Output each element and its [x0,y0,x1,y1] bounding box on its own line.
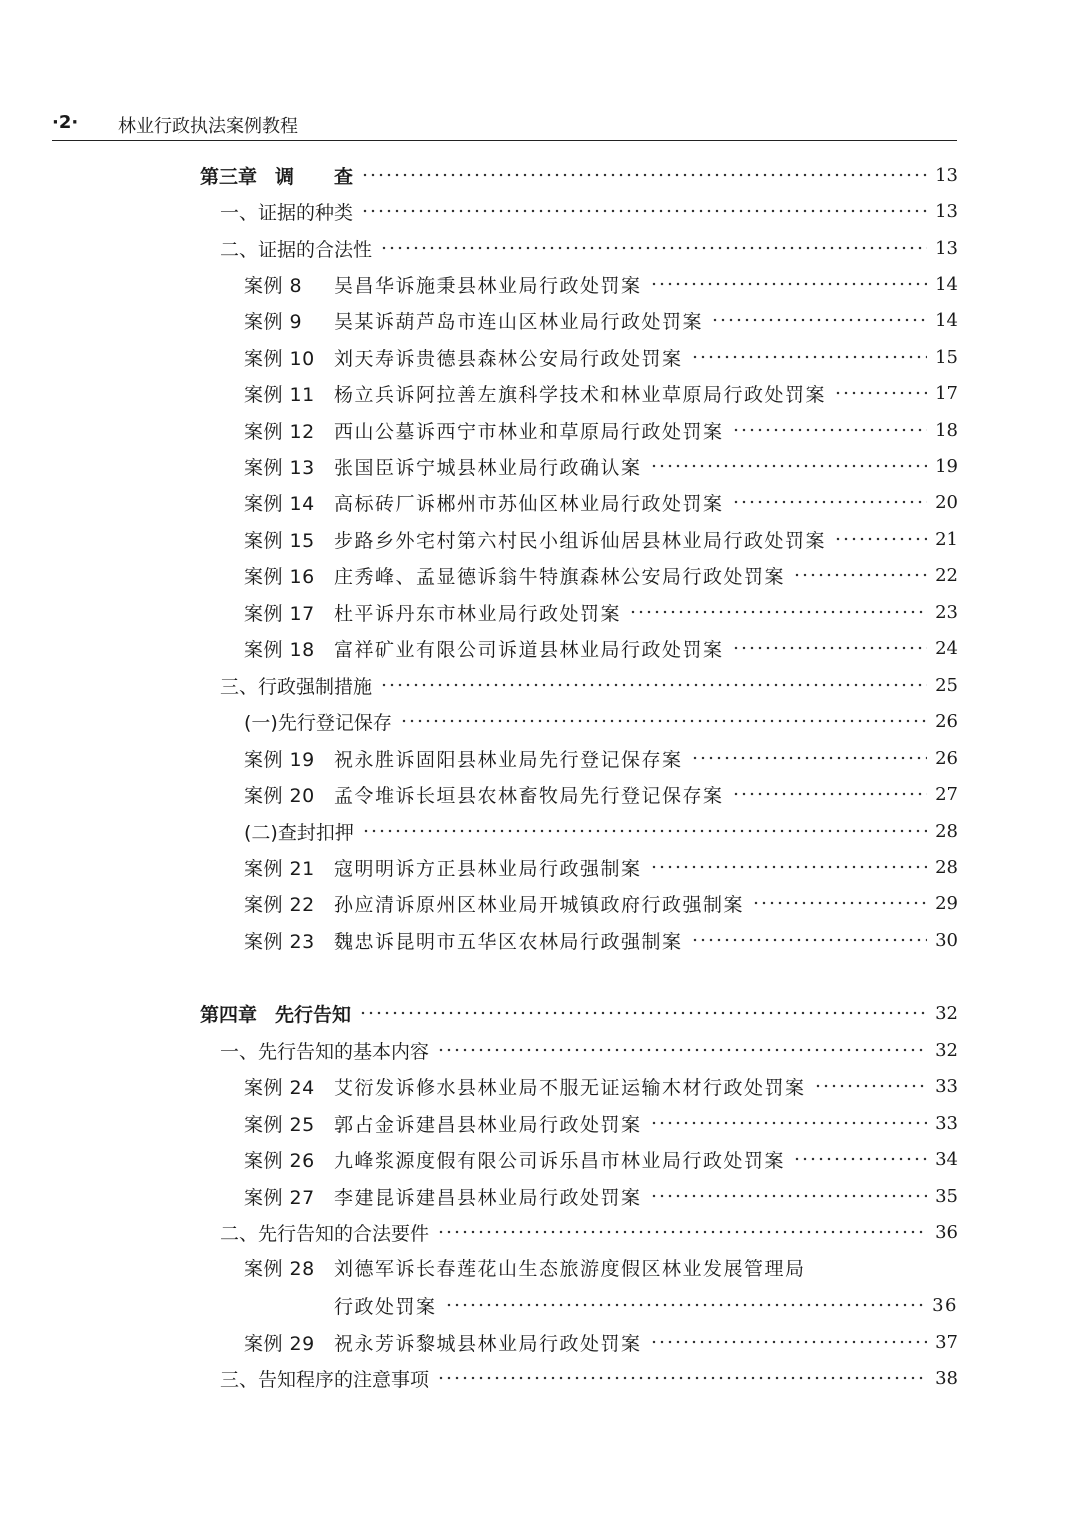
case-title: 郭占金诉建昌县林业局行政处罚案 [334,1113,642,1136]
case-title: 吴昌华诉施秉县林业局行政处罚案 [334,274,642,297]
toc-subsection[interactable] [244,703,958,739]
case-number: 案例 26 [244,1149,315,1172]
section-title: 三、告知程序的注意事项 [220,1368,430,1391]
page-number: 19 [935,455,958,477]
dot-leader [650,1121,928,1125]
page-number: 30 [935,929,958,951]
case-number: 案例 28 [244,1258,315,1280]
subsection-title: (二)查封扣押 [244,821,354,844]
case-title: 杨立兵诉阿拉善左旗科学技术和林业草原局行政处罚案 [334,383,827,406]
case-title: 九峰浆源度假有限公司诉乐昌市林业局行政处罚案 [334,1149,786,1172]
case-number: 案例 21 [244,857,315,880]
page-number: 15 [935,346,958,368]
dot-leader [691,938,928,942]
dot-leader [445,1303,925,1307]
page-number: 26 [935,710,958,732]
toc-case[interactable] [244,849,958,885]
case-title: 杜平诉丹东市林业局行政处罚案 [334,602,622,625]
toc-case[interactable] [244,557,958,593]
case-number: 案例 14 [244,492,315,515]
running-header [52,112,957,141]
dot-leader [793,1157,927,1161]
case-title: 西山公墓诉西宁市林业和草原局行政处罚案 [334,420,724,443]
case-title: 步路乡外宅村第六村民小组诉仙居县林业局行政处罚案 [334,529,827,552]
chapter-title: 先行告知 [275,1003,352,1026]
case-title: 吴某诉葫芦岛市连山区林业局行政处罚案 [334,310,704,333]
dot-leader [380,246,927,250]
page-number: 23 [935,601,958,623]
case-number: 案例 17 [244,602,315,625]
dot-leader [650,282,928,286]
page-number: 20 [935,491,958,513]
page-number: 29 [935,892,958,914]
dot-leader [361,209,927,213]
page-number: 13 [935,200,958,222]
case-title: 刘德军诉长春莲花山生态旅游度假区林业发展管理局 [334,1258,806,1280]
case-number: 案例 18 [244,638,315,661]
toc-case[interactable] [244,266,958,302]
page-number: 21 [935,528,958,550]
chapter-label: 第三章 [200,165,258,188]
dot-leader [752,901,927,905]
case-number: 案例 27 [244,1186,315,1209]
case-title: 高标砖厂诉郴州市苏仙区林业局行政处罚案 [334,492,724,515]
case-title: 张国臣诉宁城县林业局行政确认案 [334,456,642,479]
dot-leader [650,1194,928,1198]
section-title: 三、行政强制措施 [220,675,373,698]
dot-leader [380,683,927,687]
section-title: 一、证据的种类 [220,201,354,224]
page-number: 14 [935,309,958,331]
page-number: 32 [935,1039,958,1061]
toc-case[interactable] [244,484,958,520]
dot-leader [711,318,927,322]
case-title: 刘天寿诉贵德县森林公安局行政处罚案 [334,347,683,370]
toc-section[interactable] [220,1032,958,1068]
case-title: 魏忠诉昆明市五华区农林局行政强制案 [334,930,683,953]
dot-leader [691,756,928,760]
page-number: 26 [935,747,958,769]
chapter-label: 第四章 [200,1003,258,1026]
dot-leader [732,792,928,796]
case-number: 案例 13 [244,456,315,479]
dot-leader [793,573,927,577]
toc-case[interactable] [244,375,958,411]
case-title-continuation: 行政处罚案 [334,1295,437,1318]
toc-case[interactable] [244,1178,958,1214]
toc-case[interactable] [244,1105,958,1141]
page-number: 35 [935,1185,958,1207]
toc-section[interactable] [220,193,958,229]
dot-leader [732,428,928,432]
page-number: 13 [935,164,958,186]
page-number: 32 [935,1002,958,1024]
case-title: 寇明明诉方正县林业局行政强制案 [334,857,642,880]
dot-leader [834,537,927,541]
toc-case[interactable] [244,1324,958,1360]
chapter-title-char: 调 [275,165,295,188]
page-number: 33 [935,1112,958,1134]
page-number: 14 [935,273,958,295]
case-number: 案例 20 [244,784,315,807]
case-title: 孙应清诉原州区林业局开城镇政府行政强制案 [334,893,745,916]
page-number: 33 [935,1075,958,1097]
page-number: 34 [935,1148,958,1170]
header-book-title: 林业行政执法案例教程 [118,116,298,137]
case-number: 案例 16 [244,565,315,588]
toc-case-continuation[interactable] [334,1287,958,1323]
toc-case[interactable] [244,740,958,776]
case-number: 案例 22 [244,893,315,916]
page-number: 37 [935,1331,958,1353]
page-number: 36 [935,1221,958,1243]
page-number: 18 [935,419,958,441]
case-number: 案例 10 [244,347,315,370]
toc-case[interactable] [244,302,958,338]
dot-leader [691,355,928,359]
toc-case[interactable] [244,412,958,448]
toc-case[interactable] [244,1141,958,1177]
toc-case[interactable] [244,776,958,812]
page-number: 22 [935,564,958,586]
case-title: 李建昆诉建昌县林业局行政处罚案 [334,1186,642,1209]
case-number: 案例 15 [244,529,315,552]
dot-leader [361,173,927,177]
case-number: 案例 24 [244,1076,315,1099]
dot-leader [629,610,927,614]
case-number: 案例 25 [244,1113,315,1136]
case-title: 祝永芳诉黎城县林业局行政处罚案 [334,1332,642,1355]
header-page-number: ·2· [52,112,79,133]
dot-leader [437,1376,927,1380]
toc-chapter-4[interactable] [200,995,958,1031]
toc-section[interactable] [220,1360,958,1396]
page-number: 28 [935,820,958,842]
toc-case[interactable] [244,885,958,921]
case-number: 案例 19 [244,748,315,771]
dot-leader [732,646,928,650]
case-title: 艾衍发诉修水县林业局不服无证运输木材行政处罚案 [334,1076,806,1099]
toc-case[interactable] [244,339,958,375]
toc-case-first-line[interactable] [244,1251,806,1287]
dot-leader [437,1048,927,1052]
toc-case[interactable] [244,521,958,557]
page-number: 36 [932,1294,958,1316]
toc-chapter-3[interactable] [200,157,958,193]
dot-leader [650,865,928,869]
case-number: 案例 8 [244,274,303,297]
toc-case[interactable] [244,448,958,484]
page-number: 25 [935,674,958,696]
dot-leader [359,1011,927,1015]
case-number: 案例 11 [244,383,315,406]
dot-leader [650,464,928,468]
section-title: 二、先行告知的合法要件 [220,1222,430,1245]
dot-leader [814,1084,928,1088]
case-title: 孟令堆诉长垣县农林畜牧局先行登记保存案 [334,784,724,807]
dot-leader [834,391,927,395]
section-title: 二、证据的合法性 [220,238,373,261]
page-number: 38 [935,1367,958,1389]
chapter-title-char: 查 [334,165,354,188]
case-number: 案例 9 [244,310,303,333]
dot-leader [400,719,927,723]
section-title: 一、先行告知的基本内容 [220,1040,430,1063]
toc-case[interactable] [244,922,958,958]
dot-leader [650,1340,928,1344]
page-number: 24 [935,637,958,659]
subsection-title: (一)先行登记保存 [244,711,392,734]
toc-section[interactable] [220,230,958,266]
page-number: 28 [935,856,958,878]
page-number: 27 [935,783,958,805]
toc-section[interactable] [220,1214,958,1250]
case-number: 案例 12 [244,420,315,443]
toc-case[interactable] [244,1068,958,1104]
case-title: 祝永胜诉固阳县林业局先行登记保存案 [334,748,683,771]
toc-section[interactable] [220,667,958,703]
dot-leader [732,500,928,504]
dot-leader [437,1230,927,1234]
case-title: 庄秀峰、孟显德诉翁牛特旗森林公安局行政处罚案 [334,565,786,588]
case-title: 富祥矿业有限公司诉道县林业局行政处罚案 [334,638,724,661]
page-number: 13 [935,237,958,259]
case-number: 案例 23 [244,930,315,953]
case-number: 案例 29 [244,1332,315,1355]
toc-case[interactable] [244,594,958,630]
dot-leader [362,829,927,833]
toc-case[interactable] [244,630,958,666]
toc-subsection[interactable] [244,813,958,849]
page-number: 17 [935,382,958,404]
